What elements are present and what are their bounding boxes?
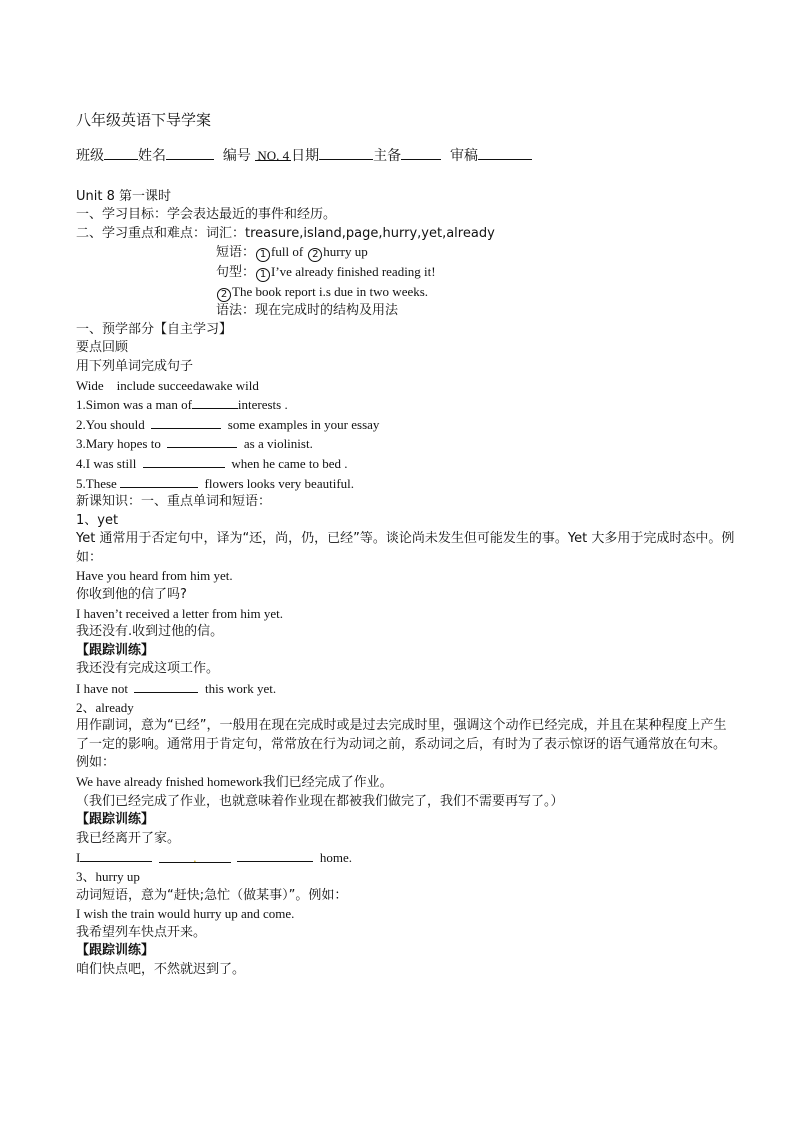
sentence-2: The book report i.s due in two weeks. — [232, 283, 429, 299]
q1-blank[interactable] — [192, 395, 238, 409]
date-label: 日期 — [291, 148, 320, 164]
phrase-label: 短语： — [216, 245, 256, 261]
q3-blank[interactable] — [167, 434, 237, 448]
already-track-blank-3[interactable] — [237, 848, 313, 862]
reviewer-blank[interactable] — [478, 146, 532, 160]
hurry-example-en: I wish the train would hurry up and come. — [76, 906, 295, 922]
yet-track-text: I have not — [76, 681, 128, 697]
track-practice-label: 【跟踪训练】 — [76, 943, 155, 959]
word-bank: Wide include succeedawake wild — [76, 377, 259, 393]
sentence-label: 句型： — [216, 264, 256, 280]
sentence-1: I’ve already finished reading it! — [271, 263, 436, 279]
q2-text: 2.You should — [76, 416, 145, 432]
already-track-blank-1[interactable] — [80, 848, 152, 862]
exercise-item-2 — [76, 415, 736, 435]
phrase-1: full of — [271, 244, 304, 260]
name-blank[interactable] — [166, 146, 214, 160]
q4-text: 4.I was still — [76, 455, 137, 471]
new-lesson-heading: 新课知识：一、重点单词和短语： — [76, 494, 272, 510]
circled-number: 1 — [256, 248, 270, 262]
q3-text-end: as a violinist. — [243, 436, 313, 452]
hurry-description: 动词短语，意为“赶快;急忙（做某事）”。例如： — [76, 887, 348, 903]
header-info — [76, 146, 736, 166]
exercise-item-3 — [76, 434, 736, 454]
q5-text-end: flowers looks very beautiful. — [204, 475, 355, 491]
circled-number: 1 — [256, 268, 270, 282]
already-track-text: I — [76, 850, 81, 866]
q5-blank[interactable] — [120, 474, 198, 488]
review-heading: 要点回顾 — [76, 340, 129, 356]
yet-track-sentence — [76, 679, 736, 699]
phrase-2: hurry up — [323, 244, 368, 260]
q5-text: 5.These — [76, 475, 117, 491]
focus-sentence-2-line — [76, 283, 736, 303]
focus-vocab-line — [76, 225, 736, 244]
q4-blank[interactable] — [143, 454, 225, 468]
date-blank[interactable] — [319, 146, 373, 160]
exercise-instruction: 用下列单词完成句子 — [76, 358, 194, 374]
circled-number: 2 — [217, 288, 231, 302]
focus-label: 二、学习重点和难点： — [76, 225, 207, 241]
hurry-track-cn: 咱们快点吧，不然就迟到了。 — [76, 961, 246, 977]
already-track-blank-2[interactable]: . — [159, 849, 231, 863]
already-note: （我们已经完成了作业，也就意味着作业现在都被我们做完了，我们不需要再写了。） — [76, 793, 564, 809]
worksheet-page — [76, 110, 736, 980]
q1-text: 1.Simon was a man of — [76, 397, 192, 413]
q1-text-end: interests . — [237, 397, 288, 413]
q2-blank[interactable] — [151, 415, 221, 429]
track-practice-label: 【跟踪训练】 — [76, 812, 155, 828]
q2-text-end: some examples in your essay — [227, 416, 380, 432]
already-example — [76, 773, 736, 793]
yet-example-2-cn: 我还没有.收到过他的信。 — [76, 624, 224, 640]
yet-description: Yet 通常用于否定句中，译为“还，尚，仍，已经”等。谈论尚未发生但可能发生的事。Yet 大多用于完成时态中。例如： — [76, 531, 735, 565]
preview-heading: 一、预学部分【自主学习】 — [76, 321, 233, 337]
q3-text: 3.Mary hopes to — [76, 436, 161, 452]
track-practice-label: 【跟踪训练】 — [76, 642, 155, 658]
focus-grammar: 语法：现在完成时的结构及用法 — [216, 303, 399, 319]
already-title: 2、already — [76, 699, 134, 715]
preparer-blank[interactable] — [401, 146, 441, 160]
exercise-item-5 — [76, 474, 736, 494]
page-title: 八年级英语下导学案 — [76, 111, 212, 129]
class-label: 班级 — [76, 148, 104, 164]
focus-phrase-line — [76, 243, 736, 263]
already-eg: 例如： — [76, 755, 116, 771]
exercise-item-1 — [76, 395, 736, 415]
already-track-text-end: home. — [319, 850, 352, 866]
focus-sentence-line — [76, 263, 736, 283]
already-example-en: We have already fnished homework — [76, 774, 263, 789]
focus-vocab: 词汇：treasure,island,page,hurry,yet,already — [206, 225, 495, 241]
yet-track-blank[interactable] — [134, 679, 198, 693]
hurry-title: 3、hurry up — [76, 868, 140, 884]
preparer-label: 主备 — [373, 148, 402, 164]
already-track-cn: 我已经离开了家。 — [76, 830, 181, 846]
circled-number: 2 — [308, 248, 322, 262]
reviewer-label: 审稿 — [450, 148, 479, 164]
unit-line: Unit 8 第一课时 — [76, 188, 171, 204]
number-label: 编号 — [222, 148, 251, 164]
exercise-item-4 — [76, 454, 736, 474]
name-label: 姓名 — [138, 148, 166, 164]
number-value: NO. 4 — [257, 148, 290, 163]
yet-example-2-en: I haven’t received a letter from him yet. — [76, 605, 283, 621]
already-track-sentence — [76, 848, 736, 868]
yet-track-cn: 我还没有完成这项工作。 — [76, 661, 220, 677]
yet-title: 1、yet — [76, 512, 119, 528]
q4-text-end: when he came to bed . — [231, 455, 348, 471]
learning-objective: 一、学习目标：学会表达最近的事件和经历。 — [76, 207, 337, 223]
class-blank[interactable] — [104, 146, 138, 160]
yet-example-1-cn: 你收到他的信了吗? — [76, 587, 187, 603]
yet-example-1-en: Have you heard from him yet. — [76, 568, 233, 584]
already-description: 用作副词，意为“已经”，一般用在现在完成时或是过去完成时里，强调这个动作已经完成，并且在某种程度上产生了一定的影响。通常用于肯定句，常常放在行为动词之前，系动词之后，有时为了表示惊讶的语气通常放在句末。 — [76, 718, 727, 752]
already-example-cn: 我们已经完成了作业。 — [262, 775, 393, 790]
hurry-example-cn: 我希望列车快点开来。 — [76, 924, 207, 940]
yet-track-text-end: this work yet. — [204, 681, 277, 697]
